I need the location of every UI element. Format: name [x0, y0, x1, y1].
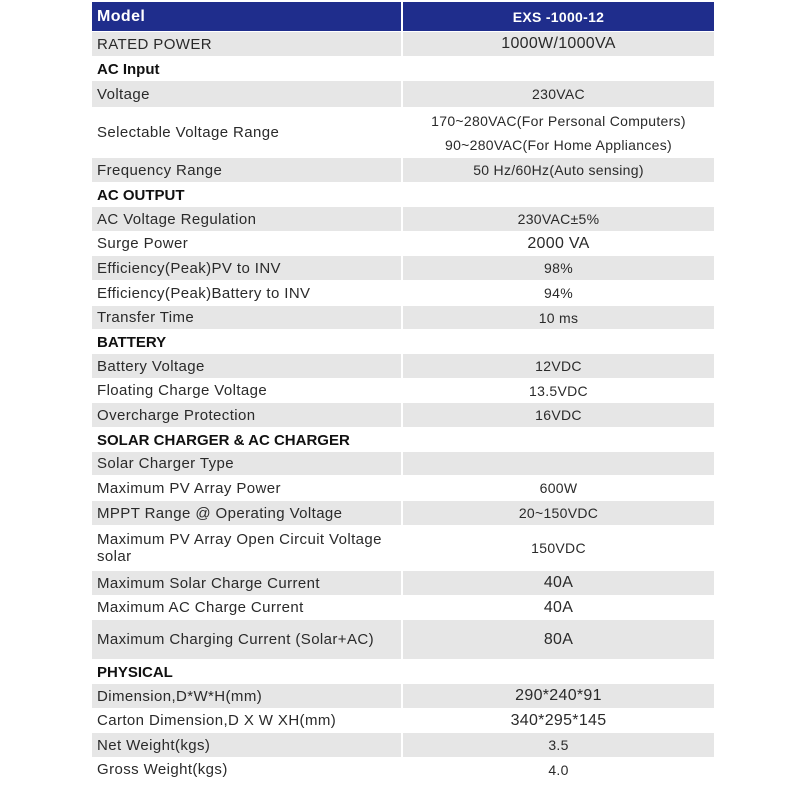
spec-label: Maximum Charging Current (Solar+AC): [92, 620, 403, 659]
spec-value: 2000 VA: [527, 234, 590, 252]
spec-value: 230VAC: [532, 86, 585, 102]
table-row: [92, 256, 714, 281]
spec-value: 230VAC±5%: [517, 211, 600, 227]
spec-label: Net Weight(kgs): [92, 733, 403, 757]
spec-label: Gross Weight(kgs): [92, 758, 403, 781]
table-row: [92, 108, 714, 158]
table-row: [92, 354, 714, 379]
spec-table: [92, 2, 714, 782]
spec-value: [403, 452, 714, 475]
spec-value: 20~150VDC: [518, 505, 599, 521]
spec-label: Maximum PV Array Open Circuit Voltage solar: [92, 526, 403, 570]
section-heading: [92, 183, 714, 207]
spec-label: Frequency Range: [92, 158, 403, 182]
table-row: [92, 452, 714, 476]
spec-value: 150VDC: [531, 540, 586, 556]
section-heading: [92, 660, 714, 684]
spec-label: Floating Charge Voltage: [92, 379, 403, 402]
table-row: [92, 207, 714, 232]
table-row: [92, 733, 714, 758]
spec-value: 16VDC: [535, 407, 582, 423]
table-row: [92, 526, 714, 571]
spec-label: Maximum PV Array Power: [92, 476, 403, 500]
table-row: [92, 281, 714, 306]
spec-value: 50 Hz/60Hz(Auto sensing): [473, 162, 644, 178]
section-heading: [92, 428, 714, 452]
table-row: [92, 306, 714, 330]
table-row: [92, 620, 714, 660]
spec-value: 12VDC: [535, 358, 582, 374]
spec-value: 40A: [543, 598, 574, 616]
section-heading: [92, 57, 714, 81]
table-row: [92, 158, 714, 183]
spec-value: 98%: [544, 260, 573, 276]
spec-label: RATED POWER: [92, 32, 403, 56]
spec-label: Dimension,D*W*H(mm): [92, 684, 403, 708]
spec-label: Maximum AC Charge Current: [92, 596, 403, 619]
table-row: [92, 709, 714, 733]
spec-value: 3.5: [548, 737, 569, 753]
spec-value: 13.5VDC: [529, 382, 588, 399]
spec-label: Carton Dimension,D X W XH(mm): [92, 709, 403, 732]
table-row: [92, 32, 714, 57]
table-row: [92, 81, 714, 108]
spec-value-line: 90~280VAC(For Home Appliances): [444, 136, 673, 153]
spec-value: [403, 108, 714, 157]
table-row: [92, 476, 714, 501]
table-row: [92, 684, 714, 709]
section-heading: [92, 330, 714, 354]
table-row: [92, 758, 714, 782]
spec-value: 340*295*145: [510, 711, 607, 729]
spec-label: Voltage: [92, 81, 403, 107]
spec-value: 290*240*91: [515, 687, 602, 704]
header-model-label: Model: [92, 2, 403, 31]
spec-label: Overcharge Protection: [92, 403, 403, 427]
table-row: [92, 596, 714, 620]
spec-label: Battery Voltage: [92, 354, 403, 378]
table-row: [92, 571, 714, 596]
spec-value: 600W: [539, 480, 578, 496]
spec-value: 10 ms: [538, 309, 579, 326]
table-row: [92, 403, 714, 428]
spec-label: MPPT Range @ Operating Voltage: [92, 501, 403, 525]
spec-value: 94%: [544, 285, 573, 301]
table-header: [92, 2, 714, 32]
section-title: PHYSICAL: [97, 663, 173, 681]
table-row: [92, 379, 714, 403]
spec-value: 4.0: [548, 761, 569, 778]
spec-label: Selectable Voltage Range: [92, 108, 403, 157]
section-title: SOLAR CHARGER & AC CHARGER: [97, 431, 350, 449]
spec-value: 80A: [543, 630, 574, 648]
spec-label: Efficiency(Peak)PV to INV: [92, 256, 403, 280]
spec-label: AC Voltage Regulation: [92, 207, 403, 231]
spec-label: Transfer Time: [92, 306, 403, 329]
header-model-value: EXS -1000-12: [512, 8, 605, 25]
section-title: AC Input: [97, 60, 160, 78]
table-row: [92, 232, 714, 256]
spec-value-line: 170~280VAC(For Personal Computers): [431, 112, 686, 129]
table-row: [92, 501, 714, 526]
spec-label: Solar Charger Type: [92, 452, 403, 475]
spec-label: Maximum Solar Charge Current: [92, 571, 403, 595]
spec-value: 40A: [543, 574, 574, 591]
spec-label: Efficiency(Peak)Battery to INV: [92, 281, 403, 305]
section-title: AC OUTPUT: [97, 186, 185, 204]
section-title: BATTERY: [97, 333, 167, 351]
spec-value: 1000W/1000VA: [501, 35, 616, 52]
spec-label: Surge Power: [92, 232, 403, 255]
